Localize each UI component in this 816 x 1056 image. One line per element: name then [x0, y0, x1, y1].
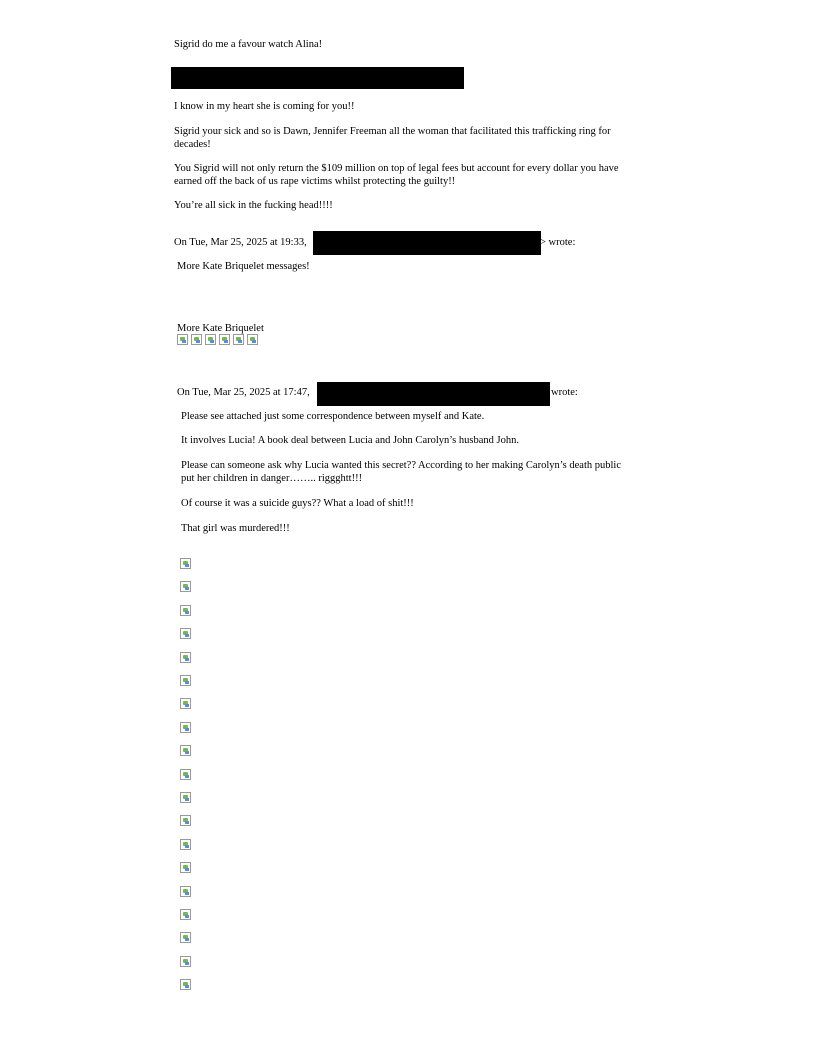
broken-image-icon[interactable]	[180, 956, 191, 967]
quote1-text-1: More Kate Briquelet messages!	[177, 261, 310, 272]
redaction-block-email-1	[313, 231, 541, 255]
broken-image-icon[interactable]	[180, 839, 191, 850]
quote2-header-prefix: On Tue, Mar 25, 2025 at 17:47,	[177, 387, 310, 398]
broken-image-icon[interactable]	[219, 334, 230, 345]
message-line-5: You’re all sick in the fucking head!!!!	[174, 200, 333, 211]
broken-image-icon[interactable]	[180, 628, 191, 639]
message-line-1: Sigrid do me a favour watch Alina!	[174, 39, 323, 50]
broken-image-icon[interactable]	[180, 862, 191, 873]
broken-image-icon[interactable]	[180, 769, 191, 780]
redaction-block	[171, 67, 464, 89]
quote2-paragraph-3: Please can someone ask why Lucia wanted this secret?? According to her making Carolyn’s death public put her children in danger…….. riggghtt!!!	[181, 460, 621, 484]
broken-image-icon[interactable]	[233, 334, 244, 345]
broken-image-icon[interactable]	[180, 886, 191, 897]
quote2-paragraph-5: That girl was murdered!!!	[181, 523, 290, 534]
broken-image-icon[interactable]	[180, 979, 191, 990]
broken-image-icon[interactable]	[205, 334, 216, 345]
broken-image-icon[interactable]	[180, 581, 191, 592]
broken-image-icon[interactable]	[177, 334, 188, 345]
quote1-header-suffix: > wrote:	[540, 237, 576, 248]
message-paragraph-3: Sigrid your sick and so is Dawn, Jennifer Freeman all the woman that facilitated this trafficking ring for decades!	[174, 126, 611, 150]
redaction-block-email-2	[317, 382, 550, 406]
broken-image-icon[interactable]	[180, 722, 191, 733]
broken-image-icon[interactable]	[180, 792, 191, 803]
quote1-text-2: More Kate Briquelet	[177, 323, 264, 334]
quote2-paragraph-1: Please see attached just some correspondence between myself and Kate.	[181, 411, 485, 422]
broken-image-icon[interactable]	[180, 675, 191, 686]
quote2-paragraph-2: It involves Lucia! A book deal between Lucia and John Carolyn’s husband John.	[181, 435, 519, 446]
quote2-header-suffix: wrote:	[551, 387, 578, 398]
broken-image-icon[interactable]	[180, 909, 191, 920]
broken-image-icon[interactable]	[180, 815, 191, 826]
broken-image-icon[interactable]	[180, 745, 191, 756]
broken-image-icon[interactable]	[180, 932, 191, 943]
quote1-header-prefix: On Tue, Mar 25, 2025 at 19:33,	[174, 237, 307, 248]
broken-image-icon[interactable]	[247, 334, 258, 345]
message-paragraph-4: You Sigrid will not only return the $109 million on top of legal fees but account for every dollar you have earned off the back of us rape victims whilst protecting the guilty!!	[174, 163, 619, 187]
broken-image-icon[interactable]	[180, 698, 191, 709]
broken-image-icon[interactable]	[180, 558, 191, 569]
broken-image-icon[interactable]	[180, 652, 191, 663]
broken-image-icon[interactable]	[191, 334, 202, 345]
broken-image-icon[interactable]	[180, 605, 191, 616]
quote2-paragraph-4: Of course it was a suicide guys?? What a load of shit!!!	[181, 498, 414, 509]
message-line-2: I know in my heart she is coming for you!!	[174, 101, 355, 112]
